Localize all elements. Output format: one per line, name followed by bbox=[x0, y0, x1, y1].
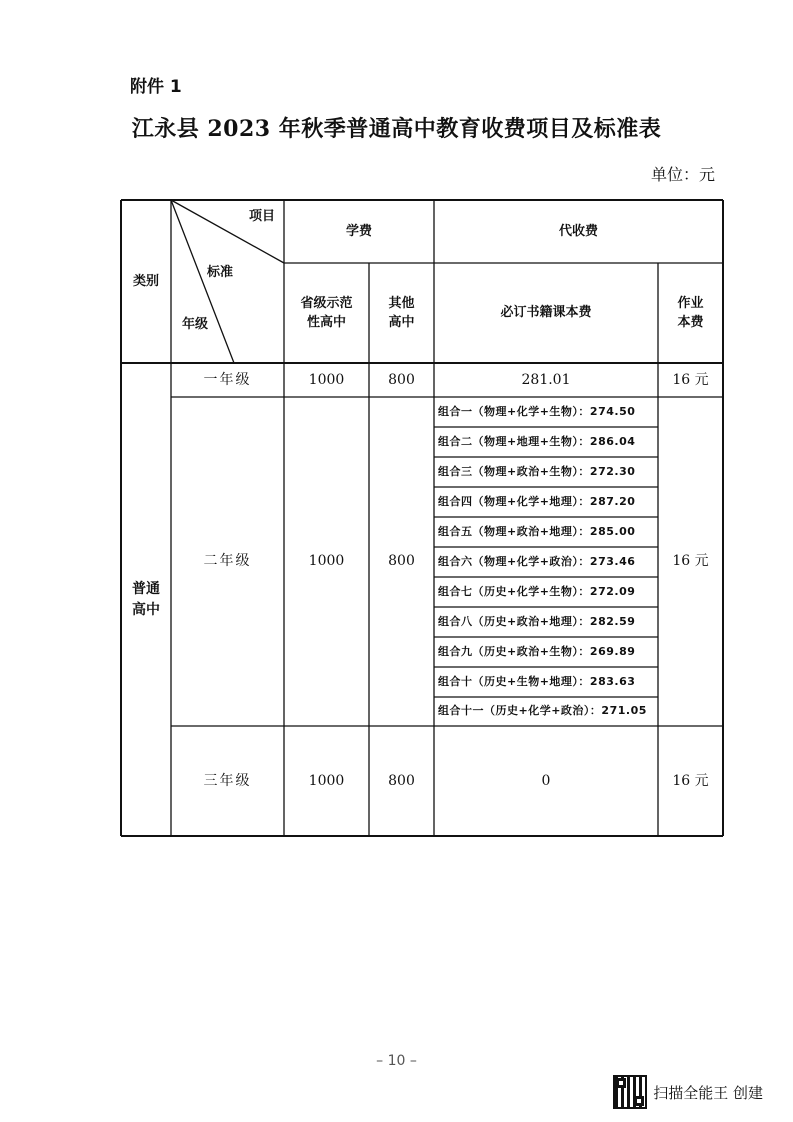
combo-row: 组合一（物理+化学+生物）：274.50 bbox=[438, 404, 636, 418]
grade-2-label: 二年级 bbox=[203, 553, 252, 569]
combo-row: 组合十一（历史+化学+政治）：271.05 bbox=[438, 704, 647, 718]
qr-code-icon bbox=[613, 1075, 647, 1109]
attachment-label: 附件 1 bbox=[130, 77, 182, 97]
grade-2-homework-fee: 16 元 bbox=[672, 553, 709, 569]
scanner-watermark bbox=[613, 1075, 763, 1109]
collected-fees-header: 代收费 bbox=[558, 223, 598, 239]
combo-row: 组合三（物理+政治+生物）：272.30 bbox=[438, 464, 636, 478]
combo-row: 组合二（物理+地理+生物）：286.04 bbox=[438, 434, 636, 448]
grade-2-provincial-fee: 1000 bbox=[308, 553, 345, 569]
tuition-header: 学费 bbox=[345, 223, 372, 239]
combo-row: 组合九（历史+政治+生物）：269.89 bbox=[438, 644, 636, 658]
page-number: – 10 – bbox=[376, 1053, 417, 1069]
combo-row: 组合六（物理+化学+政治）：273.46 bbox=[438, 554, 636, 568]
homework-fee-header: 作业 本费 bbox=[677, 295, 704, 330]
other-school-header: 其他 高中 bbox=[388, 295, 415, 330]
combo-row: 组合八（历史+政治+地理）：282.59 bbox=[438, 614, 636, 628]
category-value: 普通 高中 bbox=[132, 580, 160, 618]
grade-1-provincial-fee: 1000 bbox=[308, 371, 345, 388]
grade-1-other-fee: 800 bbox=[388, 371, 415, 388]
scanner-label: 扫描全能王 创建 bbox=[653, 1083, 763, 1102]
textbook-fee-header: 必订书籍课本费 bbox=[500, 305, 592, 321]
grade-3-other-fee: 800 bbox=[388, 772, 415, 789]
grade-1-homework-fee: 16 元 bbox=[672, 371, 709, 388]
corner-item-label: 项目 bbox=[248, 209, 275, 225]
grade-2-other-fee: 800 bbox=[388, 553, 415, 569]
corner-standard-label: 标准 bbox=[206, 265, 233, 281]
provincial-school-header: 省级示范 性高中 bbox=[300, 295, 353, 330]
corner-grade-label: 年级 bbox=[181, 317, 208, 333]
grade-3-books-fee: 0 bbox=[541, 772, 551, 789]
combo-row: 组合五（物理+政治+地理）：285.00 bbox=[438, 524, 636, 538]
grade-1-label: 一年级 bbox=[203, 371, 252, 388]
combo-row: 组合十（历史+生物+地理）：283.63 bbox=[438, 674, 636, 688]
document-title: 江永县 2023 年秋季普通高中教育收费项目及标准表 bbox=[131, 116, 662, 142]
grade-1-books-fee: 281.01 bbox=[521, 371, 571, 388]
grade-3-label: 三年级 bbox=[203, 772, 252, 789]
category-header: 类别 bbox=[132, 273, 159, 289]
grade-3-homework-fee: 16 元 bbox=[672, 772, 709, 789]
combo-row: 组合四（物理+化学+地理）：287.20 bbox=[438, 494, 636, 508]
combo-row: 组合七（历史+化学+生物）：272.09 bbox=[438, 584, 636, 598]
unit-label: 单位：元 bbox=[650, 165, 715, 184]
grade-3-provincial-fee: 1000 bbox=[308, 772, 345, 789]
